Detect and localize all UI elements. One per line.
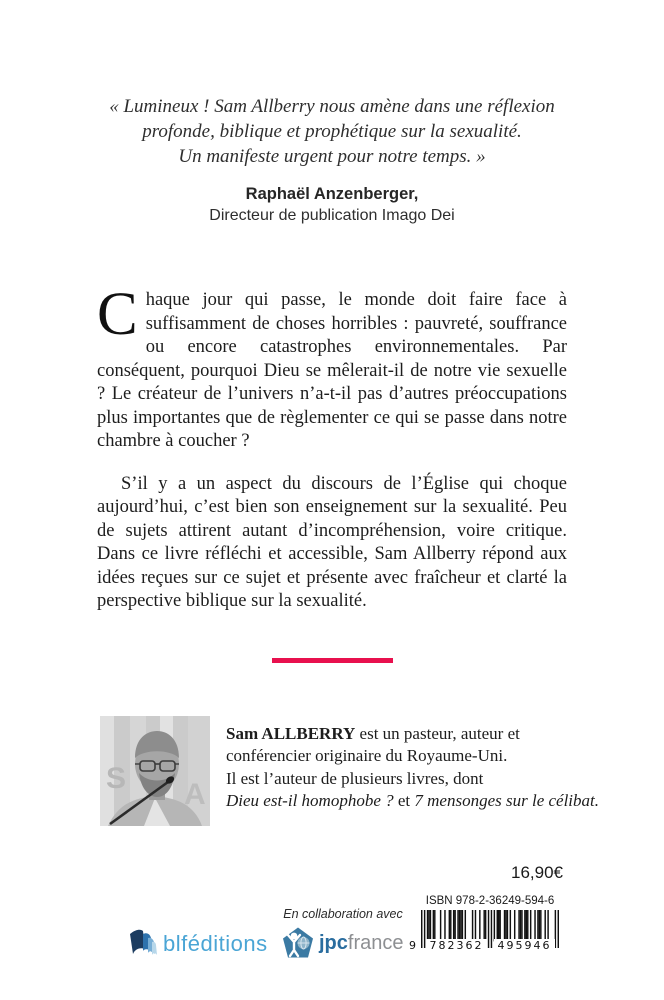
author-name: Sam ALLBERRY [226,724,356,743]
synopsis-paragraph-1-text: haque jour qui passe, le monde doit faire face à suffisamment de choses horribles : pauvreté, souffrance ou encore catastrophes environnementales. Par conséquent, pourquoi Dieu se mêlerait-il de notre vie sexuelle ? Le créateur de l’univers n’a-t-il pas d’autres préoccupations plus importantes que de règlementer ce qui se passe dans notre chambre à coucher ? [97,290,567,451]
jpc-wordmark-bold: jpc [319,931,348,954]
barcode-digits-right: 495946 [494,939,555,952]
quote-line: Un manifeste urgent pour notre temps. » [178,146,486,167]
dropcap: C [97,281,138,348]
isbn-label: ISBN 978-2-36249-594-6 [425,895,555,907]
blf-editions-logo [127,928,268,959]
bio-line: conférencier originaire du Royaume-Uni. [226,746,508,766]
book-title: 7 mensonges sur le célibat. [414,791,599,811]
synopsis [97,281,567,614]
quote-line: profonde, biblique et prophétique sur la sexualité. [142,121,522,142]
book-title: Dieu est-il homophobe ? [226,791,394,811]
bio-line: Il est l’auteur de plusieurs livres, dont [226,768,484,788]
jpc-shield-icon [282,927,314,959]
svg-text:A: A [184,778,206,811]
barcode-digits-left: 782362 [426,939,487,952]
bio-line [226,790,599,812]
svg-text:S: S [106,762,127,795]
jpc-wordmark-gray: france [347,931,404,954]
bio-text: est un pasteur, auteur et [355,724,520,743]
jpc-france-wordmark [319,932,404,955]
author-photo [100,716,210,826]
barcode-digit-first: 9 [409,939,416,952]
bio-line [226,723,576,745]
quote-author-name: Raphaël Anzenberger, [245,185,419,203]
blf-book-icon [127,928,158,959]
price: 16,90€ [511,863,563,882]
bio-text: et [393,791,415,811]
quote-line: « Lumineux ! Sam Allberry nous amène dans une réflexion [109,96,555,117]
ean13-barcode [409,910,559,958]
author-bio [226,723,599,813]
collaboration-label: En collaboration avec [283,907,403,921]
synopsis-paragraph-1 [97,281,567,454]
blf-editions-wordmark: blféditions [163,930,268,956]
accent-divider [272,658,393,663]
quote-author-role: Directeur de publication Imago Dei [209,207,455,224]
jpc-france-logo [282,927,404,959]
synopsis-paragraph-2: S’il y a un aspect du discours de l’Église qui choque aujourd’hui, c’est bien son enseignement sur la sexualité. Peu de sujets attirent autant d’incompréhension, voire critique. Dans ce livre réfléchi et accessible, Sam Allberry répond aux idées reçues sur ce sujet et présente avec fraîcheur et clarté la perspective biblique sur la sexualité. [97,473,567,611]
endorsement-quote [0,94,664,227]
